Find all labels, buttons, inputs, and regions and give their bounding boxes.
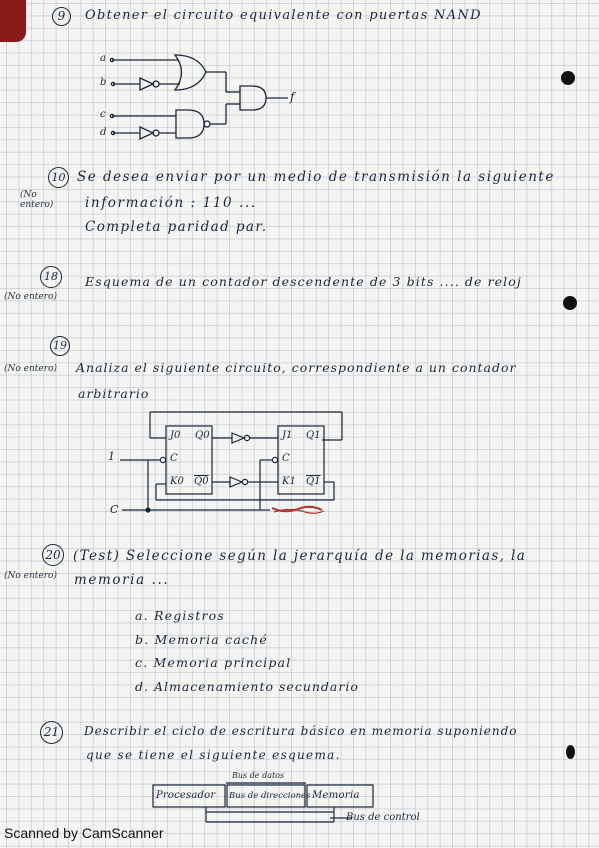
question-10-line1: Se desea enviar por un medio de transmisión la siguiente bbox=[77, 169, 555, 185]
question-19-line2: arbitrario bbox=[78, 386, 150, 401]
bus-datos-label: Bus de datos bbox=[232, 771, 285, 780]
ff1-k-label: K1 bbox=[282, 476, 296, 487]
side-note: (No entero) bbox=[20, 190, 54, 210]
ff0-q-label: Q0 bbox=[195, 430, 210, 441]
output-label-f: f bbox=[290, 90, 296, 104]
option-b: b. Memoria caché bbox=[135, 632, 269, 647]
question-19-line1: Analiza el siguiente circuito, correspondiente a un contador bbox=[76, 360, 517, 375]
ff0-qn-label: Q0 bbox=[194, 476, 209, 487]
question-number: 19 bbox=[50, 336, 70, 356]
ff0-c-label: C bbox=[170, 453, 178, 464]
question-18-text: Esquema de un contador descendente de 3 bits .... de reloj bbox=[85, 274, 522, 289]
question-number: 20 bbox=[42, 544, 64, 566]
ff1-c-label: C bbox=[282, 453, 290, 464]
question-20-line1: (Test) Seleccione según la jerarquía de la memorias, la bbox=[73, 548, 527, 564]
ff0-j-label: J0 bbox=[170, 430, 181, 441]
input-label-b: b bbox=[100, 77, 108, 88]
question-number: 9 bbox=[52, 7, 71, 26]
side-note: (No entero) bbox=[4, 364, 57, 374]
question-number: 18 bbox=[40, 266, 62, 288]
input-label-c: c bbox=[100, 109, 108, 120]
ff0-k-label: K0 bbox=[170, 476, 184, 487]
option-d: d. Almacenamiento secundario bbox=[135, 679, 359, 694]
memoria-box: Memoria bbox=[312, 790, 360, 801]
procesador-box: Procesador bbox=[156, 790, 216, 801]
question-10-line3: Completa paridad par. bbox=[85, 219, 268, 235]
question-number: 10 bbox=[48, 167, 69, 188]
option-a: a. Registros bbox=[135, 608, 225, 623]
side-note: (No entero) bbox=[4, 292, 57, 302]
ff1-qn-label: Q1 bbox=[306, 476, 321, 487]
scanner-watermark: Scanned by CamScanner bbox=[4, 825, 164, 841]
question-21-line2: que se tiene el siguiente esquema. bbox=[86, 748, 341, 762]
question-9-text: Obtener el circuito equivalente con puertas NAND bbox=[85, 8, 482, 23]
side-note: (No entero) bbox=[4, 571, 57, 581]
input-label-d: d bbox=[100, 127, 108, 138]
question-20-line2: memoria ... bbox=[74, 572, 170, 588]
question-number: 21 bbox=[40, 721, 63, 744]
question-10-line2: información : 110 ... bbox=[85, 195, 257, 211]
clock-label: C bbox=[110, 503, 120, 516]
bus-control-label: Bus de control bbox=[346, 812, 420, 823]
bus-direcciones-box: Bus de direcciones bbox=[229, 791, 311, 801]
option-c: c. Memoria principal bbox=[135, 655, 292, 670]
question-21-line1: Describir el ciclo de escritura básico en memoria suponiendo bbox=[84, 724, 518, 738]
logic-one-label: 1 bbox=[108, 450, 117, 463]
input-label-a: a bbox=[100, 53, 108, 64]
ff1-j-label: J1 bbox=[282, 430, 293, 441]
ff1-q-label: Q1 bbox=[306, 430, 321, 441]
